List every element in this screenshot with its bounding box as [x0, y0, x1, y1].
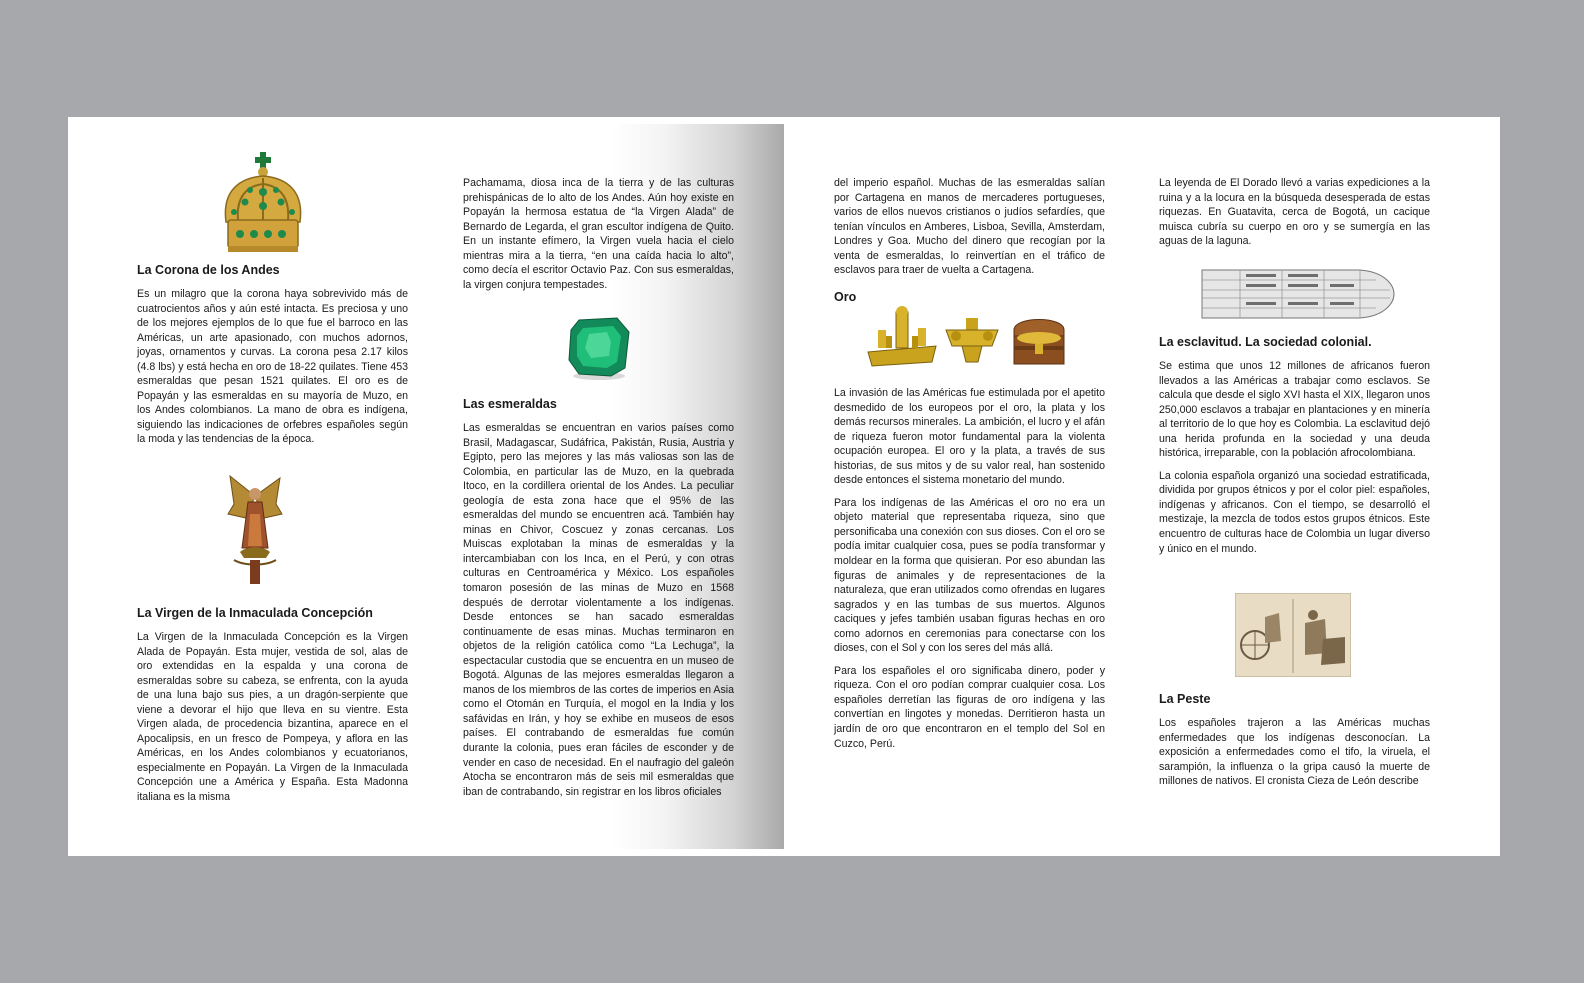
virgin-heading: La Virgen de la Inmaculada Concepción: [137, 606, 373, 620]
plague-engraving-image: [1235, 593, 1351, 677]
column-4-lower: [1159, 691, 1430, 797]
emerald-paragraph: Las esmeraldas se encuentran en varios países como Brasil, Madagascar, Sudáfrica, Pakistán, Rusia, Austria y Egipto, pero las mejores y las más valiosas son las de Colombia, en particular las de Muzo, en la quebrada Itoco, en la cordillera oriental de los Andes. La peculiar geología de esta zona hace que el 95% de las esmeraldas del mundo se encuentren acá. También hay minas en Chivor, Coscuez y zonas cercanas. Los Muiscas explotaban la minas de esmeraldas y la intercambiaban con los Inca, en el Perú, y con otras culturas en Centroamérica y México. Los españoles tomaron posesión de las minas de Muzo en 1568 después de derrotar violentamente a los indígenas. Desde entonces se han sacado esmeraldas continuamente de esas minas. Muchas terminaron en objetos de la religión católica como “La Lechuga”, la espectacular custodia que se encuentra en un museo de Bogotá. Algunas de las mejores esmeraldas llegaron a manos de los miembros de las cortes de imperios en Asia como el Otomán en Turquía, el mogol en la India y los safávidas en Irán, y hoy se exhibe en museos de esos países. El contrabando de esmeraldas fue común durante la colonia, pues eran fáciles de esconder y de vender en caso de necesidad. En el naufragio del galeón Atocha se encontraron más de seis mil esmeraldas que iban de contrabando, sin registrar en los libros oficiales: [463, 422, 734, 798]
virgin-paragraph: La Virgen de la Inmaculada Concepción es la Virgen Alada de Popayán. Esta mujer, vestida de sol, alas de oro extendidas en la espalda y una corona de esmeraldas sobre su cabeza, se enfrenta, con la ayuda de una luna bajo sus pies, a un dragón-serpiente que viene a devorar el hijo que lleva en su vientre. Esta Virgen alada, de procedencia bizantina, aparece en el Apocalipsis, en un fresco de Pompeya, y aflora en las Américas, en los Andes colombianos y ecuatorianos, especialmente en Popayán. La Virgen de la Inmaculada Concepción une a América y España. Esta Madonna italiana es la misma: [137, 631, 408, 804]
column-4-top: [1159, 176, 1430, 257]
slavery-paragraph-2: La colonia española organizó una sociedad estratificada, dividida por grupos étnicos y por el color piel: españoles, indígenas y africanos. Con el tiempo, se desarrolló el mestizaje, la mezcla de todos estos grupos étnicos. Este encuentro de culturas hace de Colombia un lugar diverso y único en el mundo.: [1159, 469, 1430, 555]
column-3-heading: [834, 289, 1105, 305]
column-1-lower: [137, 605, 408, 813]
treasure-chest-image: [1010, 312, 1068, 368]
slavery-paragraph-1: Se estima que unos 12 millones de africanos fueron llevados a las Américas a trabajar como esclavos. Se calcula que desde el siglo XVI hasta el XIX, llegaron unos 250,000 esclavos a trabajar en plantaciones y en minería al territorio de lo que hoy es Colombia. La esclavitud dejó una herida profunda en la sociedad y una deuda histórica, irreparable, con la población afrocolombiana.: [1159, 360, 1430, 460]
crown-paragraph: Es un milagro que la corona haya sobrevivido más de cuatrocientos años y aún esté intacta. Es preciosa y uno de los mejores ejemplos de lo que fue el barroco en las Américas, un arte apasionado, con muchos adornos, joyas, ornamentos y curvas. La corona pesa 2.17 kilos (4.8 lbs) y está hecha en oro de 18-22 quilates. Tiene 453 esmeraldas que pesan 1521 quilates. El oro es de Popayán y las esmeraldas en su mayoría de Muzo, en los Andes colombianos. La mano de obra es indígena, siguiendo las indicaciones de orfebres españoles según la moda y las tendencias de la época.: [137, 288, 408, 446]
cartagena-paragraph: del imperio español. Muchas de las esmeraldas salían por Cartagena en manos de mercaderes portugueses, varios de ellos nuevos cristianos o judíos sefardíes, que tenían vínculos en Amberes, Lisboa, Sevilla, Amsterdam, Londres y Goa. Mucho del dinero que recogían por la venta de esmeraldas, lo reinvertían en el tráfico de esclavos para traer de vuelta a Cartagena.: [834, 177, 1105, 277]
gold-paragraph-1: La invasión de las Américas fue estimulada por el apetito desmedido de los europeos por el oro, la plata y los demás recursos minerales. La ambición, el lucro y el afán de riqueza fueron motor fundamental para la violenta ocupación europea. El oro y la plata, a través de sus historias, de sus mitos y de su valor real, han sostenido desde entonces el sistema monetario del mundo.: [834, 387, 1105, 487]
plague-heading: La Peste: [1159, 692, 1211, 706]
emerald-image: [565, 314, 633, 382]
column-3-top: [834, 176, 1105, 286]
column-4: [1159, 334, 1430, 564]
column-2-top: [463, 176, 734, 300]
slave-ship-diagram-image: [1200, 266, 1396, 322]
gold-heading: Oro: [834, 290, 857, 304]
plague-paragraph: Los españoles trajeron a las Américas muchas enfermedades que los indígenas desconocían. La exposición a enfermedades como el tifo, la viruela, el sarampión, la influenza o la gripa causó la muerte de millones de nativos. El cronista Cieza de León describe: [1159, 717, 1430, 788]
pachamama-paragraph: Pachamama, diosa inca de la tierra y de las culturas prehispánicas de lo alto de los Andes. Aún hoy existe en Popayán la hermosa estatua de “la Virgen Alada” de Bernardo de Legarda, el gran escultor indígena de Quito. En un instante efímero, la Virgen vuela hacia el cielo mientras mira a la tierra, “en una caída hacia lo alto”, como decía el escritor Octavio Paz. Con sus esmeraldas, la virgen conjura tempestades.: [463, 177, 734, 291]
column-1: [137, 262, 408, 455]
crown-image: [220, 152, 306, 256]
gold-paragraph-3: Para los españoles el oro significaba dinero, poder y riqueza. Con el oro podían comprar cualquier cosa. Los españoles derretían las figuras de oro indígena y las convertían en lingotes y monedas. Derritieron hasta un jardín de oro que encontraron en el templo del Sol en Cuzco, Perú.: [834, 664, 1105, 750]
crown-heading: La Corona de los Andes: [137, 263, 280, 277]
winged-virgin-image: [226, 474, 284, 586]
gold-pendant-image: [944, 316, 1000, 364]
column-2: [463, 396, 734, 807]
slavery-heading: La esclavitud. La sociedad colonial.: [1159, 335, 1372, 349]
gold-paragraph-2: Para los indígenas de las Américas el oro no era un objeto material que representaba riqueza, sino que personificaba una conexión con sus dioses. Con el oro se podía imitar cualquier cosa, pues se podía transformar y moldear en la forma que quisieran. Por eso abundan las figuras de animales y de representaciones de la naturaleza, que eran utilizados como ofrendas en lugares sagrados y en las tumbas de sus muertos. Algunos caciques y jefes también usaban figuras hechas en oro como adornos en ceremonias para conectarse con los dioses, con el Sol y con los seres del más allá.: [834, 496, 1105, 655]
column-3: [834, 386, 1105, 759]
emerald-heading: Las esmeraldas: [463, 397, 557, 411]
el-dorado-paragraph: La leyenda de El Dorado llevó a varias expediciones a la ruina y a la locura en la búsqueda desesperada de estas riquezas. En Guatavita, cerca de Bogotá, un cacique muisca cubría su cuerpo en oro y se sumergía en las aguas de la laguna.: [1159, 177, 1430, 248]
gold-raft-image: [866, 306, 938, 368]
